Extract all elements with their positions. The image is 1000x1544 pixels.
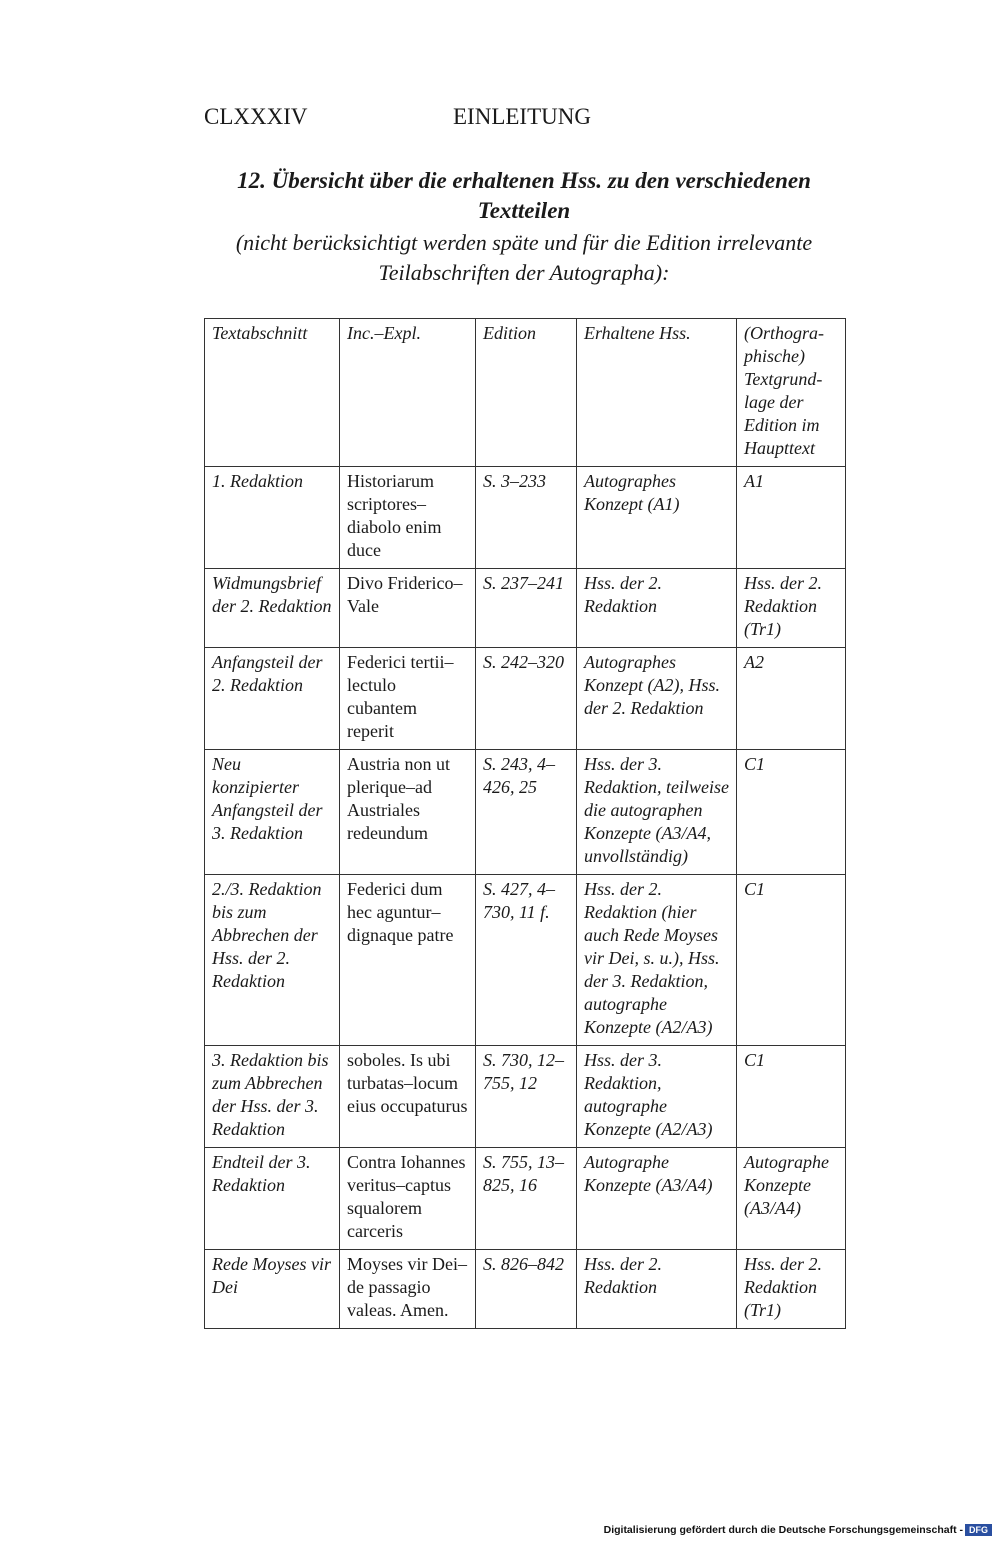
column-header: (Orthogra-phische) Textgrund-lage der Edition im Haupttext [737,319,846,467]
cell-basis: Hss. der 2. Redaktion (Tr1) [737,1250,846,1329]
cell-incipit: Divo Friderico–Vale [340,569,476,648]
column-header: Inc.–Expl. [340,319,476,467]
cell-manuscripts: Autographes Konzept (A2), Hss. der 2. Redaktion [577,648,737,750]
cell-incipit: soboles. Is ubi turbatas–locum eius occupaturus [340,1046,476,1148]
cell-manuscripts: Hss. der 2. Redaktion (hier auch Rede Moyses vir Dei, s. u.), Hss. der 3. Redaktion, autographe Konzepte (A2/A3) [577,875,737,1046]
digitization-credit [600,1524,1000,1544]
cell-section: Rede Moyses vir Dei [205,1250,340,1329]
cell-section: Widmungsbrief der 2. Redaktion [205,569,340,648]
cell-manuscripts: Hss. der 3. Redaktion, autographe Konzepte (A2/A3) [577,1046,737,1148]
table-row [205,467,846,569]
manuscript-overview-table [204,318,846,1329]
cell-basis: A2 [737,648,846,750]
column-header: Edition [476,319,577,467]
table-row [205,648,846,750]
table-row [205,750,846,875]
cell-basis: C1 [737,875,846,1046]
cell-manuscripts: Autographe Konzepte (A3/A4) [577,1148,737,1250]
column-header: Textabschnitt [205,319,340,467]
cell-edition: S. 3–233 [476,467,577,569]
running-header [204,104,844,136]
dfg-logo: DFG [965,1524,992,1536]
table-body [205,319,846,1329]
cell-incipit: Historiarum scriptores–diabolo enim duce [340,467,476,569]
table-row [205,875,846,1046]
cell-manuscripts: Autographes Konzept (A1) [577,467,737,569]
cell-incipit: Federici dum hec aguntur–dignaque patre [340,875,476,1046]
cell-basis: C1 [737,750,846,875]
cell-edition: S. 237–241 [476,569,577,648]
cell-section: Endteil der 3. Redaktion [205,1148,340,1250]
cell-incipit: Contra Iohannes veritus–captus squalorem carceris [340,1148,476,1250]
cell-manuscripts: Hss. der 2. Redaktion [577,569,737,648]
cell-section: 2./3. Redaktion bis zum Abbrechen der Hss. der 2. Redaktion [205,875,340,1046]
cell-incipit: Austria non ut plerique–ad Austriales redeundum [340,750,476,875]
cell-manuscripts: Hss. der 3. Redaktion, teilweise die autographen Konzepte (A3/A4, unvollständig) [577,750,737,875]
cell-section: Neu konzipierter Anfangsteil der 3. Redaktion [205,750,340,875]
cell-section: Anfangsteil der 2. Redaktion [205,648,340,750]
table-row [205,1046,846,1148]
cell-edition: S. 730, 12–755, 12 [476,1046,577,1148]
cell-basis: Autographe Konzepte (A3/A4) [737,1148,846,1250]
cell-section: 1. Redaktion [205,467,340,569]
page-number: CLXXXIV [204,104,308,129]
cell-basis: Hss. der 2. Redaktion (Tr1) [737,569,846,648]
cell-edition: S. 755, 13–825, 16 [476,1148,577,1250]
section-heading [204,166,844,288]
cell-basis: C1 [737,1046,846,1148]
table-row [205,1250,846,1329]
cell-edition: S. 243, 4–426, 25 [476,750,577,875]
cell-edition: S. 826–842 [476,1250,577,1329]
cell-manuscripts: Hss. der 2. Redaktion [577,1250,737,1329]
table-row [205,569,846,648]
section-title: 12. Übersicht über die erhaltenen Hss. zu den verschiedenen Textteilen [237,168,811,223]
table-row [205,1148,846,1250]
table-header-row [205,319,846,467]
cell-incipit: Moyses vir Dei–de passagio valeas. Amen. [340,1250,476,1329]
column-header: Erhaltene Hss. [577,319,737,467]
credit-text: Digitalisierung gefördert durch die Deutsche Forschungsgemeinschaft - [603,1524,963,1536]
running-title: EINLEITUNG [453,104,591,129]
cell-edition: S. 427, 4–730, 11 f. [476,875,577,1046]
cell-section: 3. Redaktion bis zum Abbrechen der Hss. der 3. Redaktion [205,1046,340,1148]
cell-incipit: Federici tertii–lectulo cubantem reperit [340,648,476,750]
section-subtitle: (nicht berücksichtigt werden späte und für die Edition irrelevante Teilabschriften der Autographa): [235,230,813,285]
cell-basis: A1 [737,467,846,569]
cell-edition: S. 242–320 [476,648,577,750]
